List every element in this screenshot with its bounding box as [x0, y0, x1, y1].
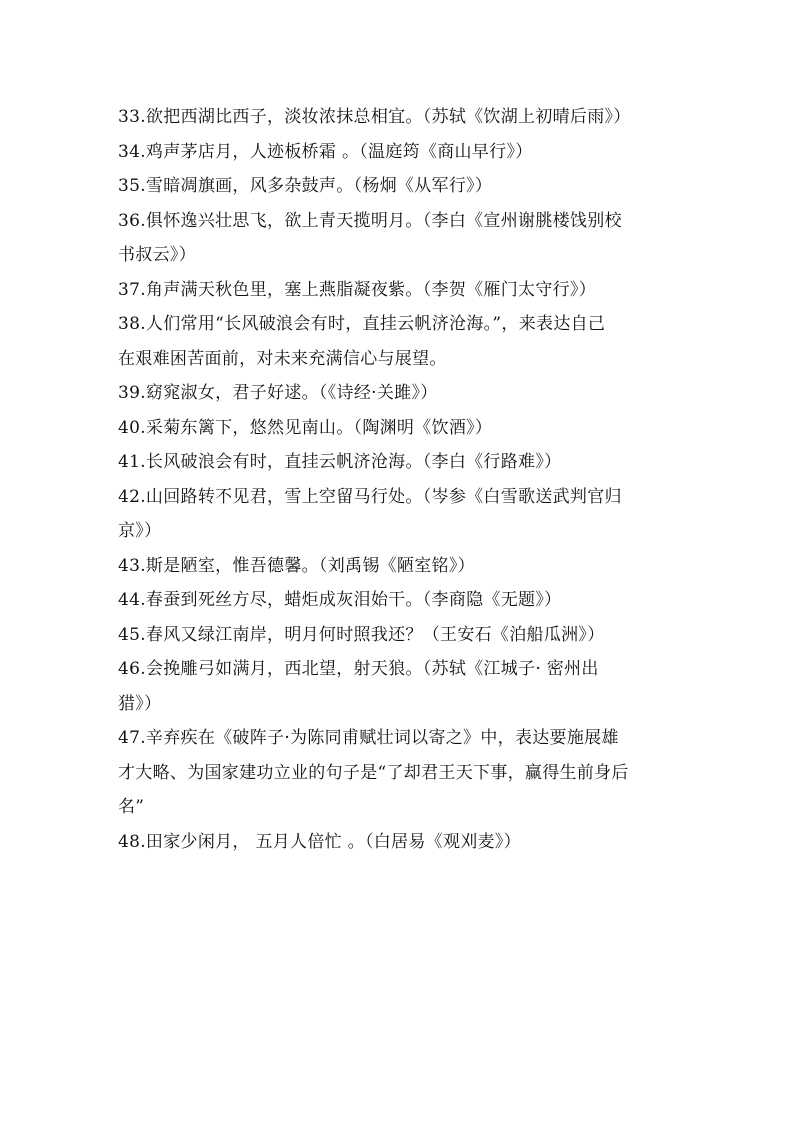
text-line-37: 37.角声满天秋色里，塞上燕脂凝夜紫。（李贺《雁门太守行》） — [118, 279, 597, 300]
text-line-44: 44.春蚕到死丝方尽，蜡炬成灰泪始干。（李商隐《无题》） — [118, 590, 562, 610]
text-line-36: 36.俱怀逸兴壮思飞，欲上青天揽明月。（李白《宣州谢朓楼饯别校 — [118, 210, 622, 231]
text-line-35: 35.雪暗凋旗画，风多杂鼓声。（杨炯《从军行》） — [118, 176, 493, 196]
text-line-47-cont-2: 名” — [118, 797, 145, 817]
text-line-45: 45.春风又绿江南岸，明月何时照我还？（王安石《泊船瓜洲》） — [118, 624, 605, 645]
text-line-42: 42.山回路转不见君，雪上空留马行处。（岑参《白雪歌送武判官归 — [118, 486, 622, 507]
text-line-34: 34.鸡声茅店月，人迹板桥霜 。（温庭筠《商山早行》） — [118, 141, 533, 162]
text-line-48: 48.田家少闲月， 五月人倍忙 。（白居易《观刈麦》） — [118, 831, 521, 852]
text-line-38-cont: 在艰难困苦面前，对未来充满信心与展望。 — [118, 348, 447, 369]
text-line-43: 43.斯是陋室，惟吾德馨。（刘禹锡《陋室铭》） — [118, 555, 475, 576]
text-line-47-cont-1: 才大略、为国家建功立业的句子是“了却君王天下事，赢得生前身后 — [118, 762, 629, 783]
text-line-33: 33.欲把西湖比西子，淡妆浓抹总相宜。（苏轼《饮湖上初晴后雨》） — [118, 107, 631, 127]
text-line-42-cont: 京》） — [118, 521, 162, 541]
text-line-47: 47.辛弃疾在《破阵子·为陈同甫赋壮词以寄之》中，表达要施展雄 — [118, 728, 619, 748]
text-line-39: 39.窈窕淑女，君子好逑。（《诗经·关雎》） — [118, 383, 438, 403]
text-line-41: 41.长风破浪会有时，直挂云帆济沧海。（李白《行路难》） — [118, 452, 562, 472]
text-line-36-cont: 书叔云》） — [118, 245, 196, 265]
text-line-46: 46.会挽雕弓如满月，西北望，射天狼。（苏轼《江城子· 密州出 — [118, 659, 599, 679]
text-line-40: 40.采菊东篱下，悠然见南山。（陶渊明《饮酒》） — [118, 417, 493, 438]
text-line-46-cont: 猎》） — [118, 693, 162, 714]
poem-list — [118, 100, 680, 859]
text-line-38: 38.人们常用“长风破浪会有时，直挂云帆济沧海。”，来表达自己 — [118, 314, 606, 334]
